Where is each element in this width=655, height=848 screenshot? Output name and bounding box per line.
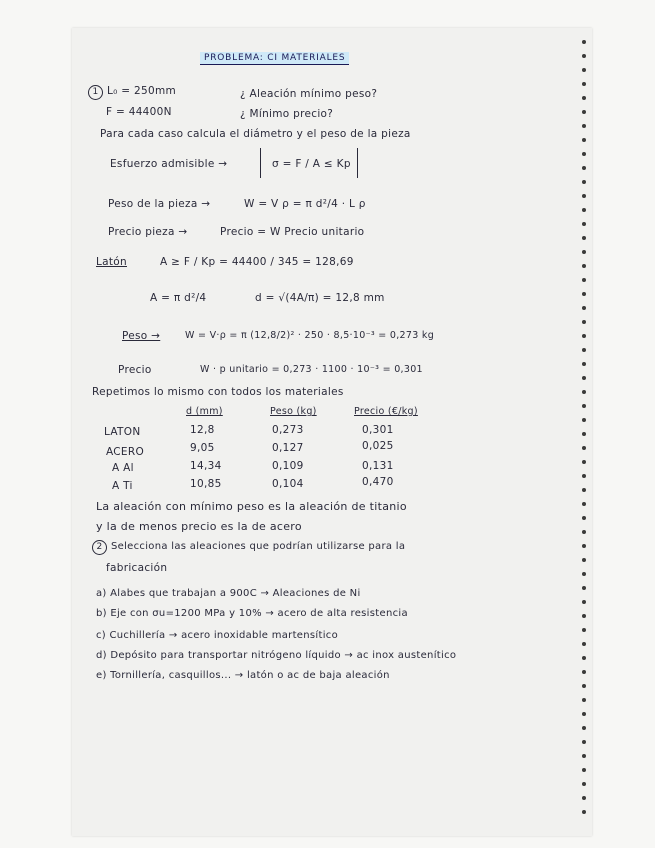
list-item: a) Alabes que trabajan a 900C → Aleaciones de Ni [96,588,361,599]
peso-label: Peso de la pieza → [108,198,211,210]
diameter-calc: d = √(4A/π) = 12,8 mm [255,292,385,304]
conclusion-line-1: La aleación con mínimo peso es la aleación de titanio [96,500,407,513]
list-item: d) Depósito para transportar nitrógeno líquido → ac inox austenítico [96,650,457,661]
precio-calc: W · p unitario = 0,273 · 1100 · 10⁻³ = 0,301 [200,364,423,375]
table-row-peso: 0,109 [272,460,304,472]
peso-calc: W = V·ρ = π (12,8/2)² · 250 · 8,5·10⁻³ = 0,273 kg [185,330,435,341]
area-calc: A ≥ F / Kp = 44400 / 345 = 128,69 [160,256,354,268]
table-row-name: A Al [112,462,134,474]
given-length: L₀ = 250mm [107,85,177,97]
table-row-peso: 0,104 [272,478,304,490]
table-row-precio: 0,131 [362,460,394,472]
list-item: b) Eje con σu=1200 MPa y 10% → acero de alta resistencia [96,608,408,619]
problem2-intro-2: fabricación [106,562,168,574]
intro-text: Para cada caso calcula el diámetro y el peso de la pieza [100,128,411,140]
table-row-d: 10,85 [190,478,222,490]
spiral-binding [582,40,592,830]
table-header-peso: Peso (kg) [270,406,317,417]
question-min-weight: ¿ Aleación mínimo peso? [240,88,378,100]
table-row-name: LATON [104,426,141,438]
table-row-d: 9,05 [190,442,215,454]
page-title: PROBLEMA: CI MATERIALES [200,52,349,65]
problem1-number: 1 [88,85,103,100]
precio-calc-label: Precio [118,364,152,376]
esfuerzo-formula: σ = F / A ≤ Kp [272,158,351,170]
esfuerzo-label: Esfuerzo admisible → [110,158,228,170]
problem1-given-l [88,85,176,100]
list-item: e) Tornillería, casquillos... → latón o ac de baja aleación [96,670,390,681]
problem2-number: 2 [92,540,107,555]
repeat-text: Repetimos lo mismo con todos los materiales [92,386,344,398]
table-row-d: 14,34 [190,460,222,472]
table-header-d: d (mm) [186,406,223,417]
list-item: c) Cuchillería → acero inoxidable martensítico [96,630,338,641]
problem2-intro-text: Selecciona las aleaciones que podrían utilizarse para la [111,541,406,552]
peso-calc-label: Peso → [122,330,161,342]
laton-label: Latón [96,256,127,268]
table-row-peso: 0,127 [272,442,304,454]
area-formula: A = π d²/4 [150,292,207,304]
precio-formula: Precio = W Precio unitario [220,226,365,238]
peso-formula: W = V ρ = π d²/4 · L ρ [244,198,366,210]
table-row-d: 12,8 [190,424,215,436]
problem2-intro-1 [92,540,405,555]
table-row-precio: 0,470 [362,476,394,488]
table-row-name: ACERO [106,446,145,458]
conclusion-line-2: y la de menos precio es la de acero [96,520,302,533]
table-row-name: A Ti [112,480,133,492]
table-row-precio: 0,301 [362,424,394,436]
table-row-precio: 0,025 [362,440,394,452]
question-min-price: ¿ Mínimo precio? [240,108,334,120]
table-header-precio: Precio (€/kg) [354,406,418,417]
table-row-peso: 0,273 [272,424,304,436]
given-force: F = 44400N [106,106,172,118]
precio-label: Precio pieza → [108,226,188,238]
